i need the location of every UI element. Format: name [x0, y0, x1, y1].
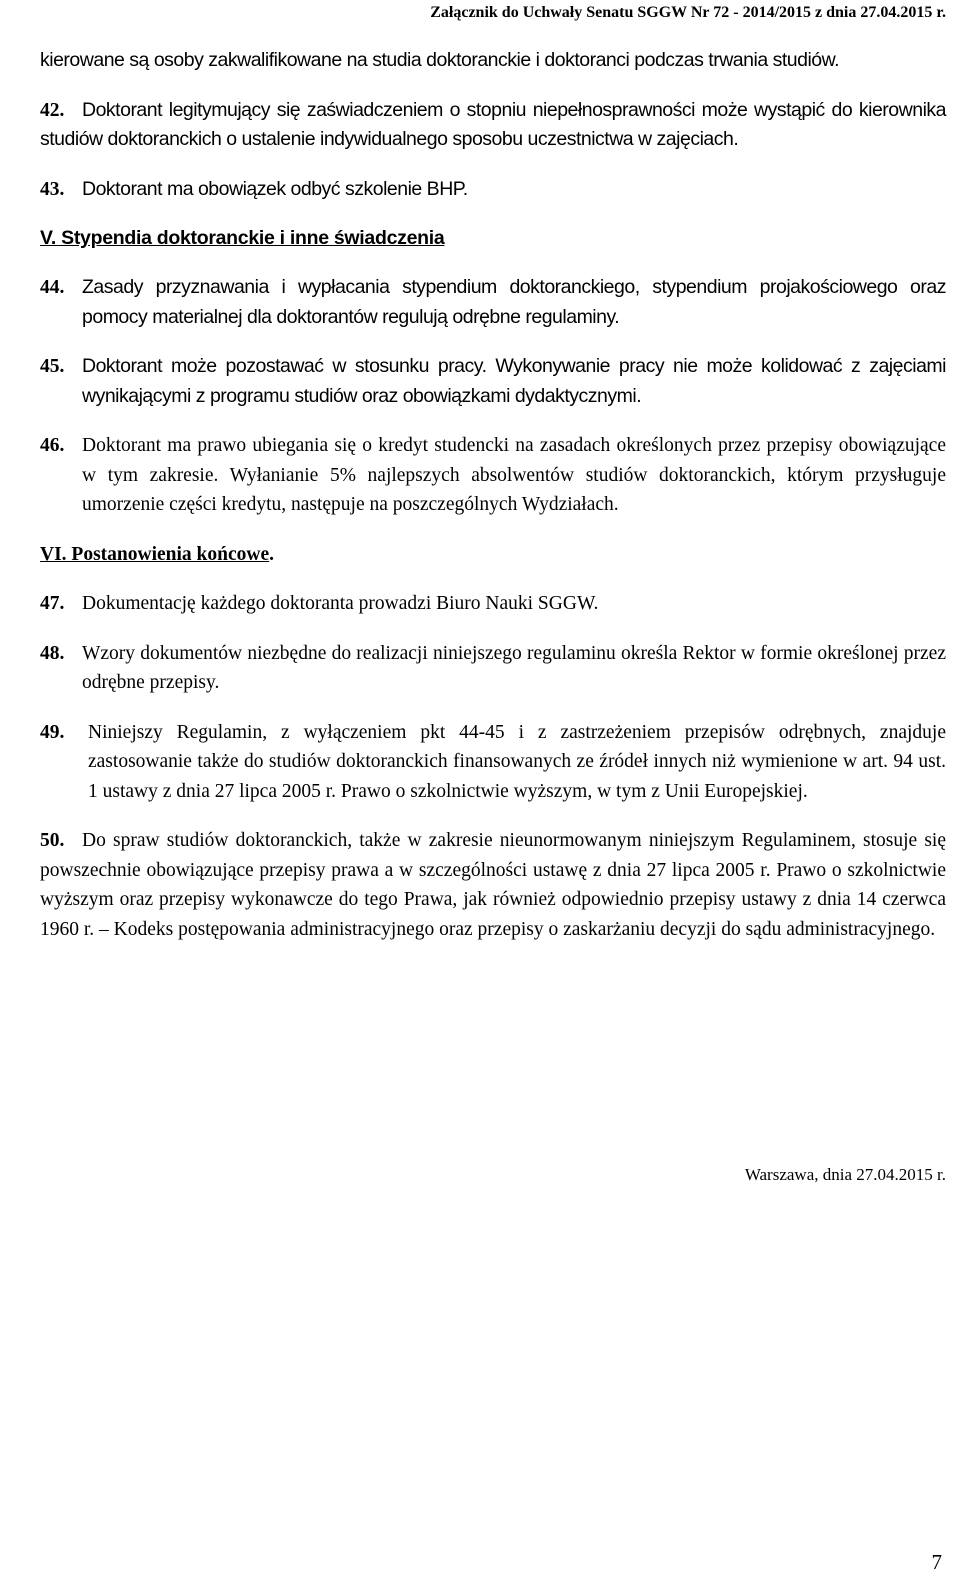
paragraph-text: Do spraw studiów doktoranckich, także w zakresie nieunormowanym niniejszym Regulaminem, stosuje się powszechnie obowiązujące przepisy prawa a w szczególności ustawę z dnia 27 lipca 2005 r. Prawo o szkolnictwie wyższym oraz przepisy wykonawcze do tego Prawa, jak również odpowiednio przepisy ustawy z dnia 14 czerwca 1960 r. – Kodeks postępowania administracyjnego oraz przepisy o zaskarżaniu decyzji do sądu administracyjnego. [40, 830, 946, 940]
paragraph-number: 46. [40, 435, 65, 456]
paragraph-47 [40, 589, 946, 619]
paragraph-42 [40, 96, 946, 155]
paragraph-text: kierowane są osoby zakwalifikowane na studia doktoranckie i doktoranci podczas trwania studiów. [40, 49, 840, 71]
paragraph-text: Doktorant może pozostawać w stosunku pracy. Wykonywanie pracy nie może kolidować z zajęciami wynikającymi z programu studiów oraz obowiązkami dydaktycznymi. [82, 355, 946, 407]
paragraph-text: Dokumentację każdego doktoranta prowadzi Biuro Nauki SGGW. [82, 593, 599, 614]
paragraph-number: 45. [40, 356, 65, 377]
paragraph-46 [40, 431, 946, 520]
paragraph-44 [40, 273, 946, 332]
paragraph-50 [40, 826, 946, 944]
paragraph-number: 43. [40, 178, 65, 200]
place-date-signature: Warszawa, dnia 27.04.2015 r. [744, 1165, 946, 1184]
paragraph-text: Doktorant ma prawo ubiegania się o kredyt studencki na zasadach określonych przez przepisy obowiązujące w tym zakresie. Wyłanianie 5% najlepszych absolwentów studiów doktoranckich, którym przysługuje umorzenie części kredytu, następuje na poszczególnych Wydziałach. [82, 435, 946, 515]
paragraph-number: 49. [40, 721, 65, 743]
paragraph-text: Doktorant legitymujący się zaświadczeniem o stopniu niepełnosprawności może wystąpić do kierownika studiów doktoranckich o ustalenie indywidualnego sposobu uczestnictwa w zajęciach. [40, 98, 946, 150]
paragraph-number: 42. [40, 99, 65, 121]
section-heading-vi [40, 540, 946, 570]
paragraph-text: Zasady przyznawania i wypłacania stypendium doktoranckiego, stypendium projakościowego oraz pomocy materialnej dla doktorantów regulują odrębne regulaminy. [82, 276, 946, 328]
paragraph-text: Wzory dokumentów niezbędne do realizacji niniejszego regulaminu określa Rektor w formie określonej przez odrębne przepisy. [82, 642, 946, 693]
paragraph-48 [40, 639, 946, 698]
page-header: Załącznik do Uchwały Senatu SGGW Nr 72 - 2014/2015 z dnia 27.04.2015 r. [430, 4, 946, 21]
paragraph-number: 44. [40, 277, 65, 298]
page-content [40, 40, 946, 944]
paragraph-43 [40, 175, 946, 205]
section-title-dot: . [269, 543, 275, 565]
paragraph-number: 50. [40, 830, 65, 851]
paragraph-45 [40, 352, 946, 411]
paragraph-text: Niniejszy Regulamin, z wyłączeniem pkt 44-45 i z zastrzeżeniem przepisów odrębnych, znajduje zastosowanie także do studiów doktoranckich finansowanych ze źródeł innych niż wymienione w art. 94 ust. 1 ustawy z dnia 27 lipca 2005 r. Prawo o szkolnictwie wyższym, w tym z Unii Europejskiej. [88, 721, 946, 802]
paragraph-49 [40, 718, 946, 807]
section-heading-v: V. Stypendia doktoranckie i inne świadczenia [40, 227, 445, 249]
paragraph-number: 47. [40, 593, 65, 614]
paragraph-number: 48. [40, 642, 65, 664]
section-title: VI. Postanowienia końcowe [40, 543, 270, 565]
paragraph-text: Doktorant ma obowiązek odbyć szkolenie BHP. [82, 177, 468, 200]
continuation-paragraph [40, 46, 946, 76]
page-number: 7 [931, 1550, 942, 1574]
